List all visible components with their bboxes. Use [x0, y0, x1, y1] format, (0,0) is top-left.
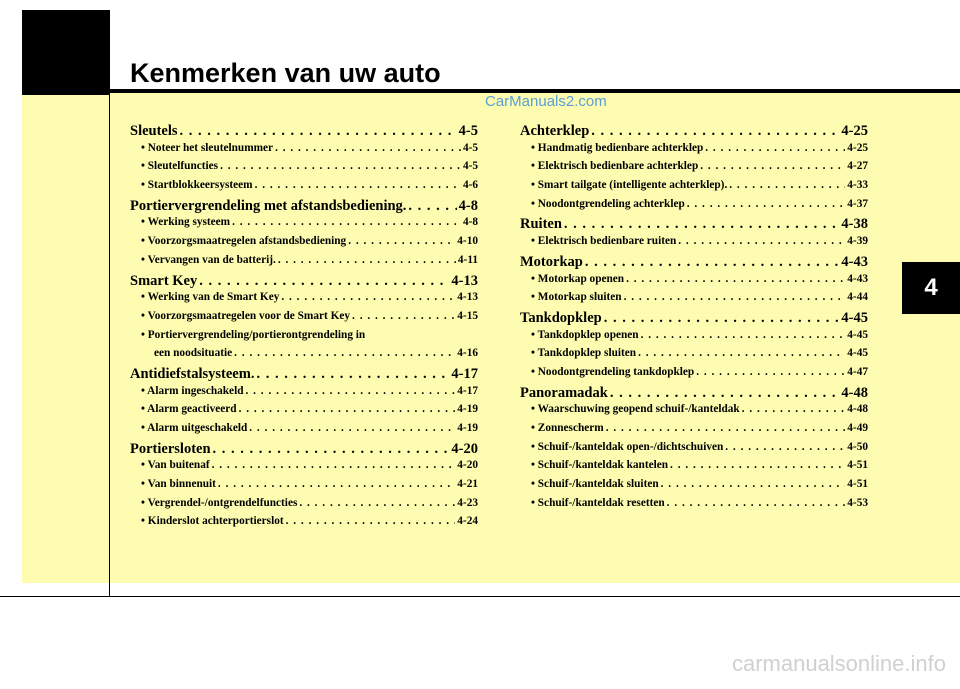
toc-page-number: 4-8 — [462, 216, 478, 229]
toc-dot-leader — [352, 310, 455, 322]
toc-section-entry[interactable] — [130, 123, 478, 142]
toc-subentry[interactable] — [520, 273, 868, 292]
toc-subentry[interactable] — [520, 403, 868, 422]
toc-entry-label: Tankdopklep — [520, 309, 602, 326]
corner-block — [22, 10, 109, 95]
toc-entry-label: • Schuif-/kanteldak sluiten — [531, 478, 659, 491]
toc-page-number: 4-5 — [462, 160, 478, 173]
toc-entry-label: Panoramadak — [520, 384, 608, 401]
toc-dot-leader — [234, 347, 455, 359]
toc-entry-label: • Startblokkeersysteem — [141, 179, 253, 192]
toc-page-number: 4-24 — [457, 515, 478, 528]
toc-entry-label: • Schuif-/kanteldak open-/dichtschuiven — [531, 440, 724, 453]
toc-subentry[interactable] — [130, 216, 478, 235]
toc-page-number: 4-17 — [457, 384, 478, 397]
toc-dot-leader — [729, 179, 845, 191]
toc-page-number: 4-43 — [841, 253, 868, 270]
toc-entry-label: • Van binnenuit — [141, 478, 216, 491]
toc-subentry[interactable] — [520, 459, 868, 478]
toc-section-entry[interactable] — [130, 198, 478, 217]
toc-page-number: 4-53 — [847, 496, 868, 509]
chapter-tab[interactable]: 4 — [902, 262, 960, 314]
toc-entry-label: • Portiervergrendeling/portierontgrendeling in — [141, 328, 366, 341]
toc-entry-label: • Sleutelfuncties — [141, 160, 219, 173]
toc-entry-label: Portiersloten — [130, 440, 211, 457]
toc-entry-label: • Noodontgrendeling tankdopklep — [531, 365, 695, 378]
toc-subentry[interactable] — [520, 441, 868, 460]
toc-entry-label: • Alarm geactiveerd — [141, 403, 237, 416]
toc-entry-label: • Alarm uitgeschakeld — [141, 422, 248, 434]
toc-page-number: 4-13 — [451, 272, 478, 289]
toc-dot-leader — [638, 347, 845, 359]
toc-page-number: 4-27 — [847, 160, 868, 173]
toc-entry-label: • Elektrisch bedienbare achterklep — [531, 160, 699, 173]
toc-page-number: 4-20 — [451, 440, 478, 457]
toc-dot-leader — [585, 254, 840, 271]
toc-entry-label: • Tankdopklep sluiten — [531, 347, 637, 360]
toc-subentry[interactable] — [520, 478, 868, 497]
toc-entry-label: • Kinderslot achterportierslot — [141, 515, 284, 528]
toc-entry-label: • Alarm ingeschakeld — [141, 384, 244, 397]
toc-section-entry[interactable] — [130, 441, 478, 460]
toc-dot-leader — [610, 385, 840, 402]
toc-entry-label: • Smart tailgate (intelligente achterklep). — [531, 179, 728, 192]
toc-page-number: 4-44 — [847, 291, 868, 304]
toc-subentry[interactable] — [520, 160, 868, 179]
toc-entry-label: • Tankdopklep openen — [531, 328, 639, 341]
toc-page-number: 4-51 — [847, 478, 868, 491]
toc-subentry[interactable] — [130, 497, 478, 516]
toc-page-number: 4-39 — [847, 235, 868, 248]
toc-entry-label: Motorkap — [520, 253, 583, 270]
toc-entry-label: • Vervangen van de batterij. — [141, 253, 276, 266]
toc-dot-leader — [408, 198, 456, 215]
toc-page-number: 4-11 — [457, 253, 478, 266]
toc-subentry[interactable] — [130, 385, 478, 404]
toc-entry-label: • Voorzorgsmaatregelen afstandsbediening — [141, 235, 347, 248]
toc-entry-label: • Voorzorgsmaatregelen voor de Smart Key — [141, 309, 351, 322]
toc-dot-leader — [700, 160, 845, 172]
toc-dot-leader — [705, 142, 845, 154]
toc-dot-leader — [275, 142, 461, 154]
toc-page-number: 4-50 — [847, 440, 868, 453]
toc-dot-leader — [696, 366, 845, 378]
toc-page-number: 4-15 — [457, 309, 478, 322]
toc-page-number: 4-47 — [847, 365, 868, 378]
toc-entry-label: • Motorkap sluiten — [531, 291, 622, 304]
toc-page-number: 4-38 — [841, 216, 868, 233]
toc-dot-leader — [661, 478, 846, 490]
toc-dot-leader — [624, 291, 846, 303]
toc-subentry[interactable] — [520, 422, 868, 441]
toc-dot-leader — [213, 441, 450, 458]
toc-page-number: 4-17 — [451, 365, 478, 382]
toc-dot-leader — [687, 198, 846, 210]
toc-dot-leader — [212, 459, 456, 471]
toc-page-number: 4-13 — [457, 291, 478, 304]
toc-entry-label: • Vergrendel-/ontgrendelfuncties — [141, 496, 298, 509]
toc-subentry[interactable] — [520, 179, 868, 198]
toc-dot-leader — [239, 403, 456, 415]
toc-page-number: 4-25 — [841, 123, 868, 139]
toc-dot-leader — [299, 497, 455, 509]
toc-page-number: 4-45 — [847, 347, 868, 360]
toc-page-number: 4-48 — [847, 403, 868, 416]
toc-entry-label: • Werking van de Smart Key — [141, 291, 280, 304]
watermark-top: CarManuals2.com — [485, 93, 607, 110]
toc-entry-label: Smart Key — [130, 272, 198, 289]
toc-subentry[interactable] — [520, 235, 868, 254]
toc-subentry[interactable] — [520, 347, 868, 366]
toc-subentry[interactable] — [130, 235, 478, 254]
toc-entry-label: • Werking systeem — [141, 216, 231, 229]
toc-entry-label: • Noodontgrendeling achterklep — [531, 197, 685, 210]
toc-dot-leader — [641, 329, 846, 341]
toc-page-number: 4-23 — [457, 496, 478, 509]
toc-page-number: 4-19 — [457, 403, 478, 416]
toc-dot-leader — [564, 216, 840, 233]
toc-dot-leader — [626, 273, 845, 285]
toc-dot-leader — [670, 459, 845, 471]
toc-section-entry[interactable] — [520, 310, 868, 329]
toc-dot-leader — [256, 366, 449, 383]
toc-subentry[interactable] — [130, 478, 478, 497]
toc-page-number: 4-33 — [847, 179, 868, 192]
toc-left-column — [130, 123, 478, 534]
toc-dot-leader — [281, 291, 455, 303]
toc-entry-label: Ruiten — [520, 216, 562, 233]
toc-dot-leader — [255, 179, 461, 191]
toc-section-entry[interactable] — [520, 385, 868, 404]
toc-right-column — [520, 123, 868, 515]
toc-subentry[interactable] — [130, 310, 478, 329]
toc-subentry[interactable] — [130, 403, 478, 422]
toc-subentry[interactable] — [130, 459, 478, 478]
toc-dot-leader — [591, 123, 839, 140]
toc-page-number: 4-43 — [847, 272, 868, 285]
toc-page-number: 4-10 — [457, 235, 478, 248]
toc-section-entry[interactable] — [520, 123, 868, 142]
toc-entry-label: • Zonnescherm — [531, 422, 604, 434]
toc-dot-leader — [199, 273, 449, 290]
toc-page-number: 4-20 — [457, 459, 478, 472]
toc-entry-label: • Van buitenaf — [141, 459, 210, 472]
watermark-bottom: carmanualsonline.info — [731, 651, 946, 676]
toc-dot-leader — [606, 422, 846, 434]
toc-dot-leader — [218, 478, 455, 490]
toc-dot-leader — [604, 310, 840, 327]
toc-dot-leader — [232, 216, 461, 228]
toc-subentry[interactable] — [520, 329, 868, 348]
toc-page-number: 4-49 — [847, 422, 868, 434]
toc-subentry[interactable] — [130, 179, 478, 198]
toc-dot-leader — [678, 235, 845, 247]
toc-dot-leader — [249, 422, 455, 434]
footer-rule — [0, 596, 960, 597]
toc-dot-leader — [742, 403, 846, 415]
toc-subentry[interactable] — [130, 254, 478, 273]
toc-subentry[interactable] — [130, 291, 478, 310]
toc-page-number: 4-6 — [462, 179, 478, 192]
page-title: Kenmerken van uw auto — [130, 58, 441, 88]
toc-dot-leader — [246, 385, 456, 397]
toc-page-number: 4-19 — [457, 422, 478, 434]
toc-entry-label: • Schuif-/kanteldak kantelen — [531, 459, 669, 472]
toc-subentry[interactable] — [520, 198, 868, 217]
toc-section-entry[interactable] — [520, 216, 868, 235]
toc-subentry[interactable] — [520, 497, 868, 516]
toc-page-number: 4-45 — [847, 328, 868, 341]
toc-section-entry[interactable] — [520, 254, 868, 273]
toc-entry-label: • Elektrisch bedienbare ruiten — [531, 235, 677, 248]
toc-section-entry[interactable] — [130, 273, 478, 292]
margin-rule — [109, 10, 110, 597]
toc-section-entry[interactable] — [130, 366, 478, 385]
toc-subentry[interactable] — [130, 142, 478, 161]
toc-entry-label: • Waarschuwing geopend schuif-/kanteldak — [531, 403, 740, 416]
toc-page-number: 4-25 — [847, 141, 868, 154]
toc-entry-label: • Handmatig bedienbare achterklep — [531, 141, 704, 154]
toc-dot-leader — [220, 160, 461, 172]
toc-dot-leader — [278, 254, 456, 266]
toc-page-number: 4-16 — [457, 347, 478, 360]
toc-subentry[interactable] — [130, 329, 478, 348]
toc-entry-label: Sleutels — [130, 123, 178, 139]
toc-page-number: 4-5 — [458, 123, 478, 139]
toc-subentry[interactable] — [130, 160, 478, 179]
toc-entry-label: Antidiefstalsysteem. — [130, 365, 255, 382]
toc-subentry[interactable] — [520, 366, 868, 385]
toc-page-number: 4-37 — [847, 197, 868, 210]
toc-subentry[interactable] — [130, 515, 478, 534]
toc-dot-leader — [286, 515, 456, 527]
toc-entry-label: een noodsituatie — [154, 347, 233, 360]
toc-page-number: 4-8 — [458, 197, 478, 214]
toc-page-number: 4-51 — [847, 459, 868, 472]
toc-page-number: 4-48 — [841, 384, 868, 401]
toc-dot-leader — [348, 235, 455, 247]
toc-dot-leader — [667, 497, 846, 509]
toc-subentry[interactable] — [130, 422, 478, 441]
toc-entry-label: Portiervergrendeling met afstandsbediening. — [130, 197, 407, 214]
toc-subentry[interactable] — [130, 347, 478, 366]
toc-entry-label: • Motorkap openen — [531, 272, 625, 285]
toc-entry-label: • Noteer het sleutelnummer — [141, 141, 274, 154]
toc-entry-label: • Schuif-/kanteldak resetten — [531, 496, 665, 509]
toc-entry-label: Achterklep — [520, 123, 590, 139]
toc-page-number: 4-21 — [457, 478, 478, 491]
toc-subentry[interactable] — [520, 142, 868, 161]
toc-dot-leader — [725, 441, 845, 453]
toc-page-number: 4-5 — [462, 141, 478, 154]
toc-page-number: 4-45 — [841, 309, 868, 326]
toc-dot-leader — [180, 123, 457, 140]
toc-subentry[interactable] — [520, 291, 868, 310]
